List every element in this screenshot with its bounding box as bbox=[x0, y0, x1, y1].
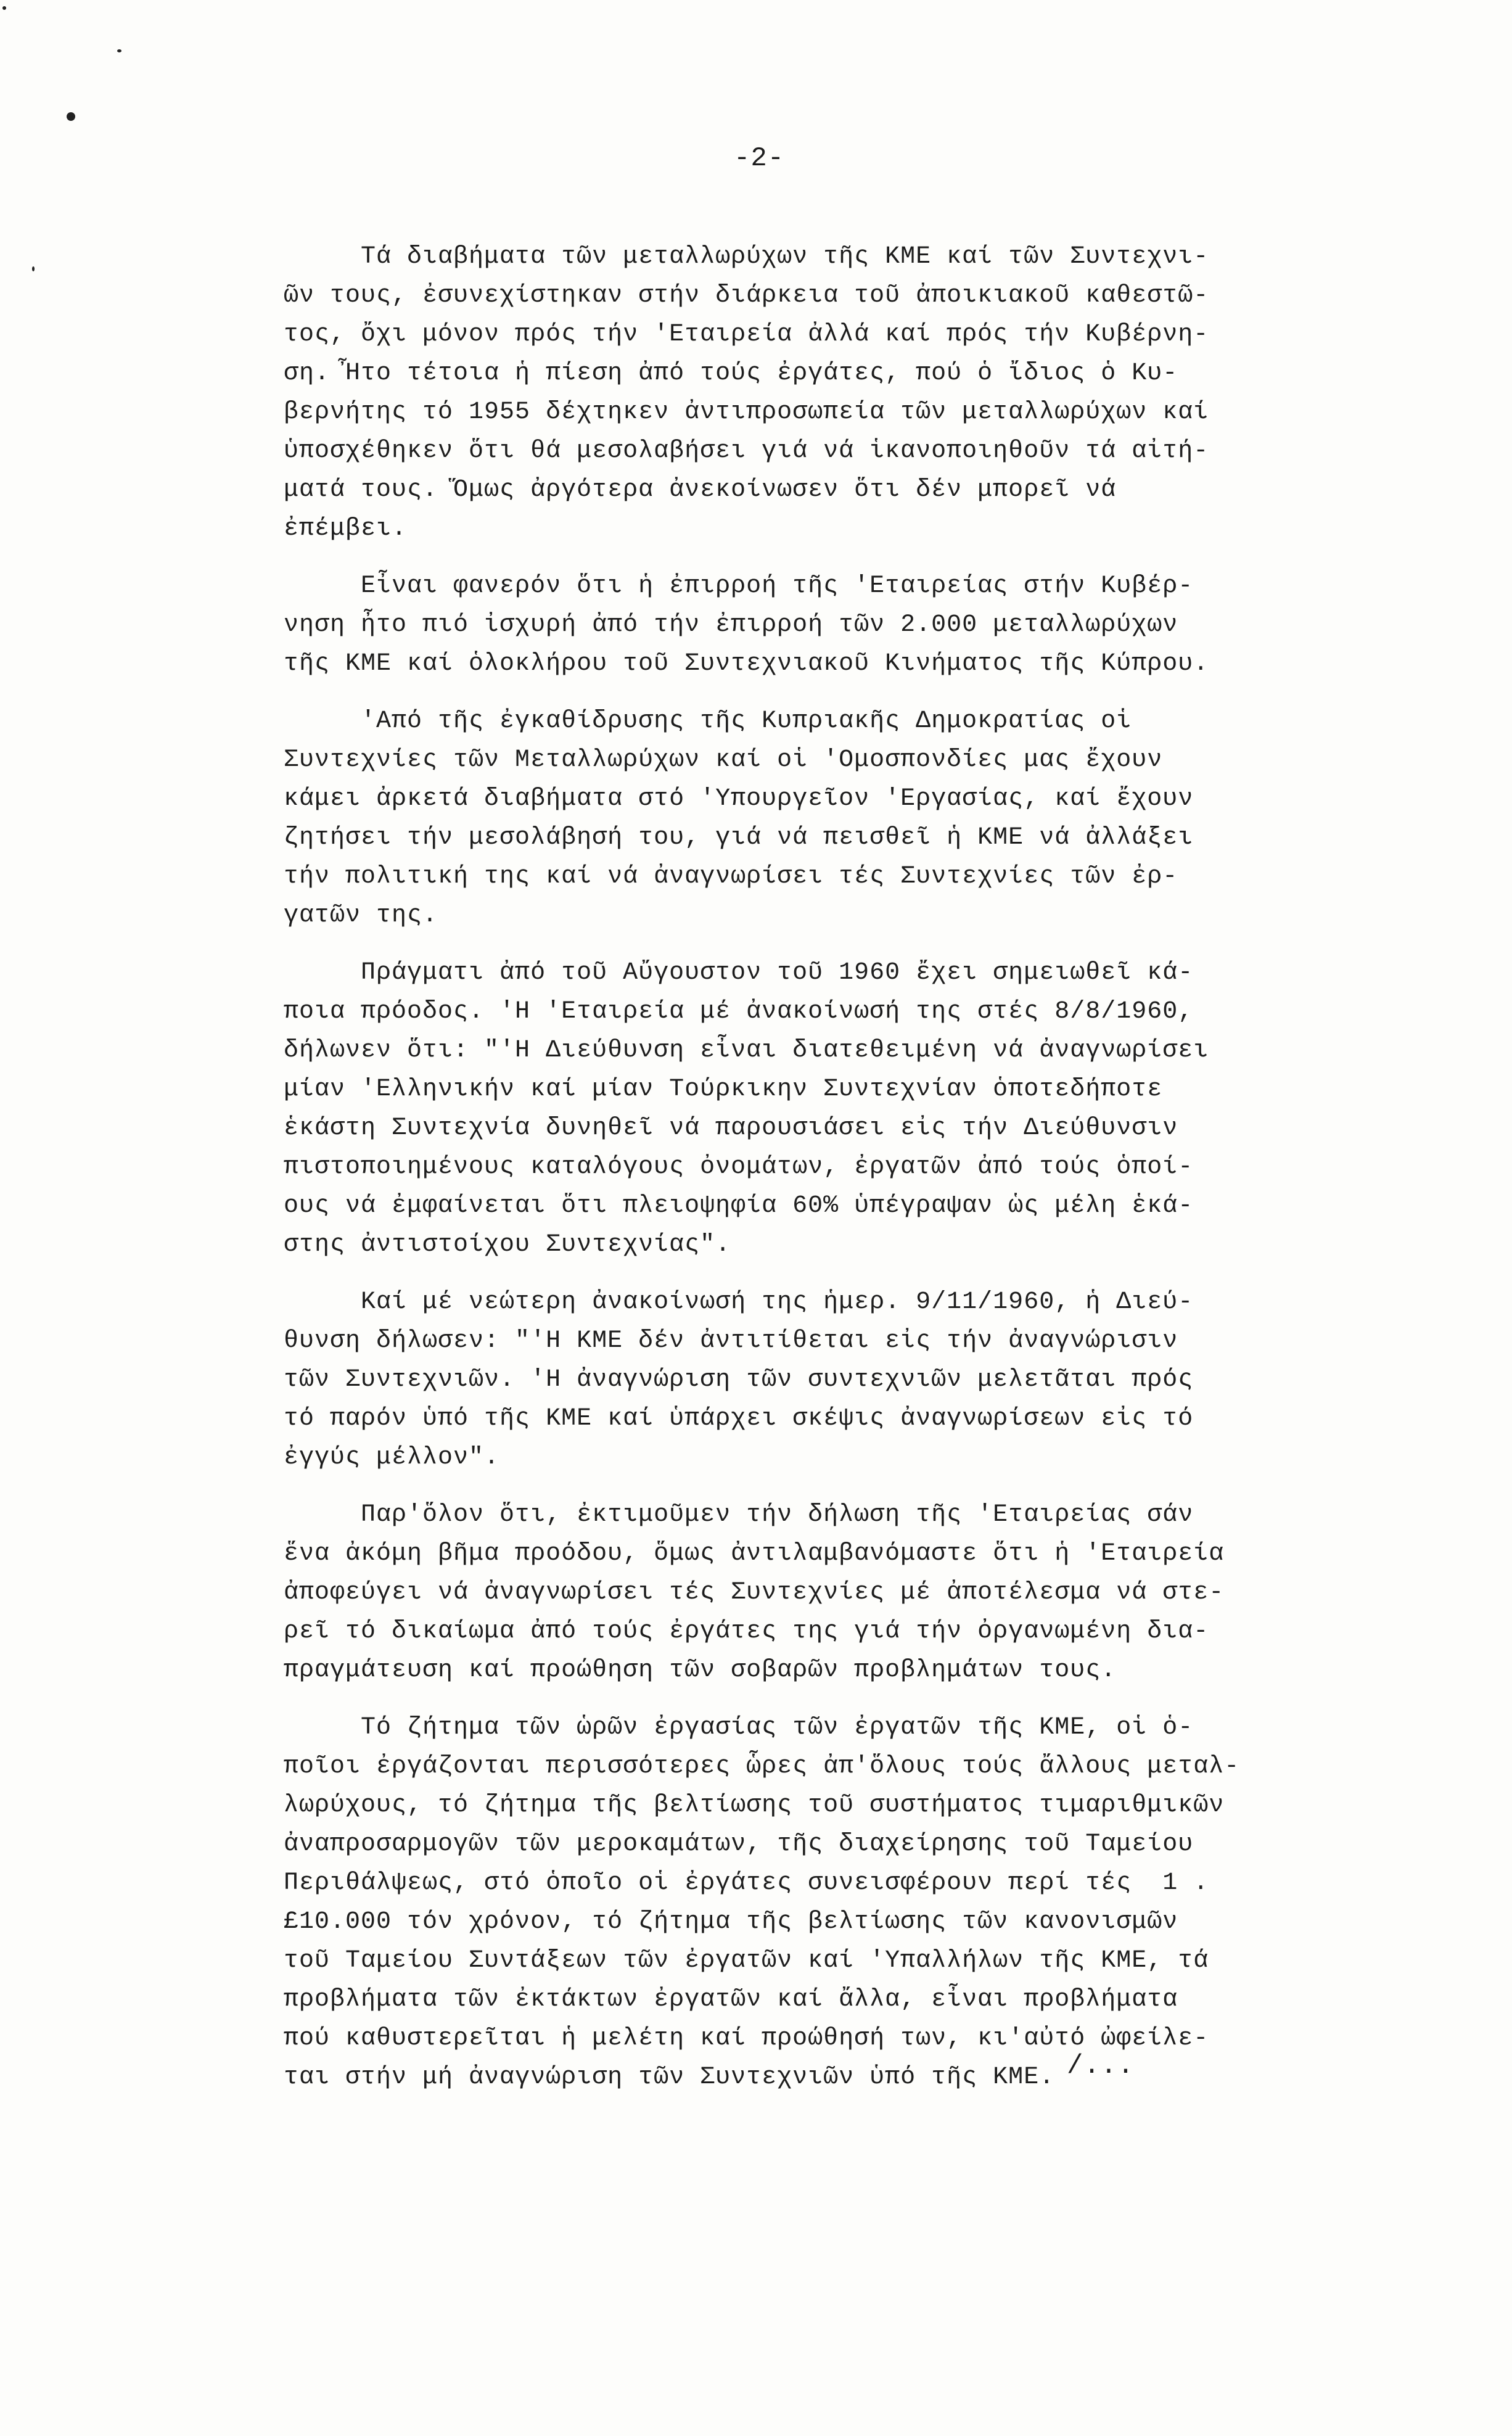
text-line: ρεῖ τό δικαίωμα ἀπό τούς ἐργάτες της γιά τήν ὀργανωμένη δια- bbox=[284, 1618, 1209, 1645]
text-line: στης ἀντιστοίχου Συντεχνίας". bbox=[284, 1231, 731, 1259]
text-line: ους νά ἐμφαίνεται ὅτι πλειοψηφία 60% ὑπέγραψαν ὡς μέλη ἑκά- bbox=[284, 1192, 1194, 1220]
text-line: τό παρόν ὑπό τῆς ΚΜΕ καί ὑπάρχει σκέψις ἀναγνωρίσεων εἰς τό bbox=[284, 1405, 1194, 1433]
text-line: πού καθυστερεῖται ἡ μελέτη καί προώθησή των, κι'αὐτό ὠφείλε- bbox=[284, 2025, 1209, 2052]
paragraph bbox=[284, 702, 1270, 935]
text-line: τήν πολιτική της καί νά ἀναγνωρίσει τές Συντεχνίες τῶν ἐρ- bbox=[284, 863, 1178, 891]
text-line: ποῖοι ἐργάζονται περισσότερες ὧρες ἀπ'ὅλους τούς ἄλλους μεταλ- bbox=[284, 1753, 1240, 1780]
paragraph bbox=[284, 1496, 1270, 1690]
paragraph bbox=[284, 237, 1270, 548]
continuation-mark: /... bbox=[1067, 2051, 1135, 2081]
text-line: δήλωνεν ὅτι: "'Η Διεύθυνση εἶναι διατεθειμένη νά ἀναγνωρίσει bbox=[284, 1037, 1209, 1064]
text-line: ἕνα ἀκόμη βῆμα προόδου, ὅμως ἀντιλαμβανόμαστε ὅτι ἡ 'Εταιρεία bbox=[284, 1540, 1225, 1568]
text-line: θυνση δήλωσεν: "'Η ΚΜΕ δέν ἀντιτίθεται εἰς τήν ἀναγνώρισιν bbox=[284, 1327, 1178, 1355]
text-line: λωρύχους, τό ζήτημα τῆς βελτίωσης τοῦ συστήματος τιμαριθμικῶν bbox=[284, 1792, 1225, 1819]
text-line: ἀναπροσαρμογῶν τῶν μεροκαμάτων, τῆς διαχείρησης τοῦ Ταμείου bbox=[284, 1830, 1194, 1858]
text-line: τῆς ΚΜΕ καί ὁλοκλήρου τοῦ Συντεχνιακοῦ Κινήματος τῆς Κύπρου. bbox=[284, 650, 1209, 678]
text-line: Εἶναι φανερόν ὅτι ἡ ἐπιρροή τῆς 'Εταιρείας στήν Κυβέρ- bbox=[284, 572, 1194, 600]
text-line: Συντεχνίες τῶν Μεταλλωρύχων καί οἱ 'Ομοσπονδίες μας ἔχουν bbox=[284, 746, 1163, 774]
text-line: ζητήσει τήν μεσολάβησή του, γιά νά πεισθεῖ ἡ ΚΜΕ νά ἀλλάξει bbox=[284, 824, 1194, 852]
page-number: -2- bbox=[734, 143, 785, 174]
paragraph bbox=[284, 567, 1270, 683]
paragraph bbox=[284, 1708, 1270, 2097]
text-line: Τά διαβήματα τῶν μεταλλωρύχων τῆς ΚΜΕ καί τῶν Συντεχνι- bbox=[284, 243, 1209, 271]
text-line: πραγμάτευση καί προώθηση τῶν σοβαρῶν προβλημάτων τους. bbox=[284, 1656, 1117, 1684]
text-line: ση. Ἦτο τέτοια ἡ πίεση ἀπό τούς ἐργάτες, πού ὁ ἴδιος ὁ Κυ- bbox=[284, 360, 1178, 387]
text-line: £10.000 τόν χρόνον, τό ζήτημα τῆς βελτίωσης τῶν κανονισμῶν bbox=[284, 1908, 1178, 1936]
text-line: βερνήτης τό 1955 δέχτηκεν ἀντιπροσωπεία τῶν μεταλλωρύχων καί bbox=[284, 398, 1209, 426]
text-line: Περιθάλψεως, στό ὁποῖο οἱ ἐργάτες συνεισφέρουν περί τές 1 . bbox=[284, 1869, 1209, 1897]
text-line: γατῶν της. bbox=[284, 902, 438, 929]
paragraph bbox=[284, 1283, 1270, 1477]
text-line: ῶν τους, ἐσυνεχίστηκαν στήν διάρκεια τοῦ ἀποικιακοῦ καθεστῶ- bbox=[284, 282, 1209, 310]
text-line: Τό ζήτημα τῶν ὡρῶν ἐργασίας τῶν ἐργατῶν τῆς ΚΜΕ, οἱ ὁ- bbox=[284, 1714, 1194, 1742]
text-line: τῶν Συντεχνιῶν. 'Η ἀναγνώριση τῶν συντεχνιῶν μελετᾶται πρός bbox=[284, 1366, 1194, 1394]
text-line: ται στήν μή ἀναγνώριση τῶν Συντεχνιῶν ὑπό τῆς ΚΜΕ. bbox=[284, 2064, 1055, 2091]
text-line: ἐγγύς μέλλον". bbox=[284, 1444, 500, 1471]
text-line: τοῦ Ταμείου Συντάξεων τῶν ἐργατῶν καί 'Υπαλλήλων τῆς ΚΜΕ, τά bbox=[284, 1947, 1209, 1975]
body-text bbox=[284, 237, 1270, 2097]
scan-speck bbox=[117, 49, 121, 52]
text-line: κάμει ἀρκετά διαβήματα στό 'Υπουργεῖον 'Εργασίας, καί ἔχουν bbox=[284, 785, 1194, 813]
text-line: ποια πρόοδος. 'Η 'Εταιρεία μέ ἀνακοίνωσή της στές 8/8/1960, bbox=[284, 998, 1194, 1026]
text-line: ὑποσχέθηκεν ὅτι θά μεσολαβήσει γιά νά ἱκανοποιηθοῦν τά αἰτή- bbox=[284, 437, 1209, 465]
text-line: ἑκάστη Συντεχνία δυνηθεῖ νά παρουσιάσει εἰς τήν Διεύθυνσιν bbox=[284, 1114, 1178, 1142]
text-line: ἀποφεύγει νά ἀναγνωρίσει τές Συντεχνίες μέ ἀποτέλεσμα νά στε- bbox=[284, 1579, 1225, 1607]
text-line: 'Από τῆς ἐγκαθίδρυσης τῆς Κυπριακῆς Δημοκρατίας οἱ bbox=[284, 707, 1132, 735]
text-line: νηση ἦτο πιό ἰσχυρή ἀπό τήν ἐπιρροή τῶν 2.000 μεταλλωρύχων bbox=[284, 611, 1178, 639]
text-line: πιστοποιημένους καταλόγους ὀνομάτων, ἐργατῶν ἀπό τούς ὁποί- bbox=[284, 1153, 1194, 1181]
text-line: προβλήματα τῶν ἐκτάκτων ἐργατῶν καί ἄλλα, εἶναι προβλήματα bbox=[284, 1986, 1178, 2014]
text-line: Παρ'ὅλον ὅτι, ἐκτιμοῦμεν τήν δήλωση τῆς 'Εταιρείας σάν bbox=[284, 1501, 1194, 1529]
text-line: τος, ὄχι μόνον πρός τήν 'Εταιρεία ἀλλά καί πρός τήν Κυβέρνη- bbox=[284, 321, 1209, 348]
scan-speck bbox=[32, 266, 35, 271]
text-line: ματά τους. Ὅμως ἀργότερα ἀνεκοίνωσεν ὅτι δέν μπορεῖ νά bbox=[284, 476, 1117, 504]
paragraph bbox=[284, 953, 1270, 1264]
text-line: Καί μέ νεώτερη ἀνακοίνωσή της ἡμερ. 9/11/1960, ἡ Διεύ- bbox=[284, 1288, 1194, 1316]
scan-speck bbox=[2, 6, 6, 10]
scan-speck bbox=[67, 112, 75, 121]
text-line: μίαν 'Ελληνικήν καί μίαν Τούρκικην Συντεχνίαν ὁποτεδήποτε bbox=[284, 1076, 1163, 1103]
text-line: ἐπέμβει. bbox=[284, 515, 408, 543]
text-line: Πράγματι ἀπό τοῦ Αὔγουστον τοῦ 1960 ἔχει σημειωθεῖ κά- bbox=[284, 959, 1194, 987]
